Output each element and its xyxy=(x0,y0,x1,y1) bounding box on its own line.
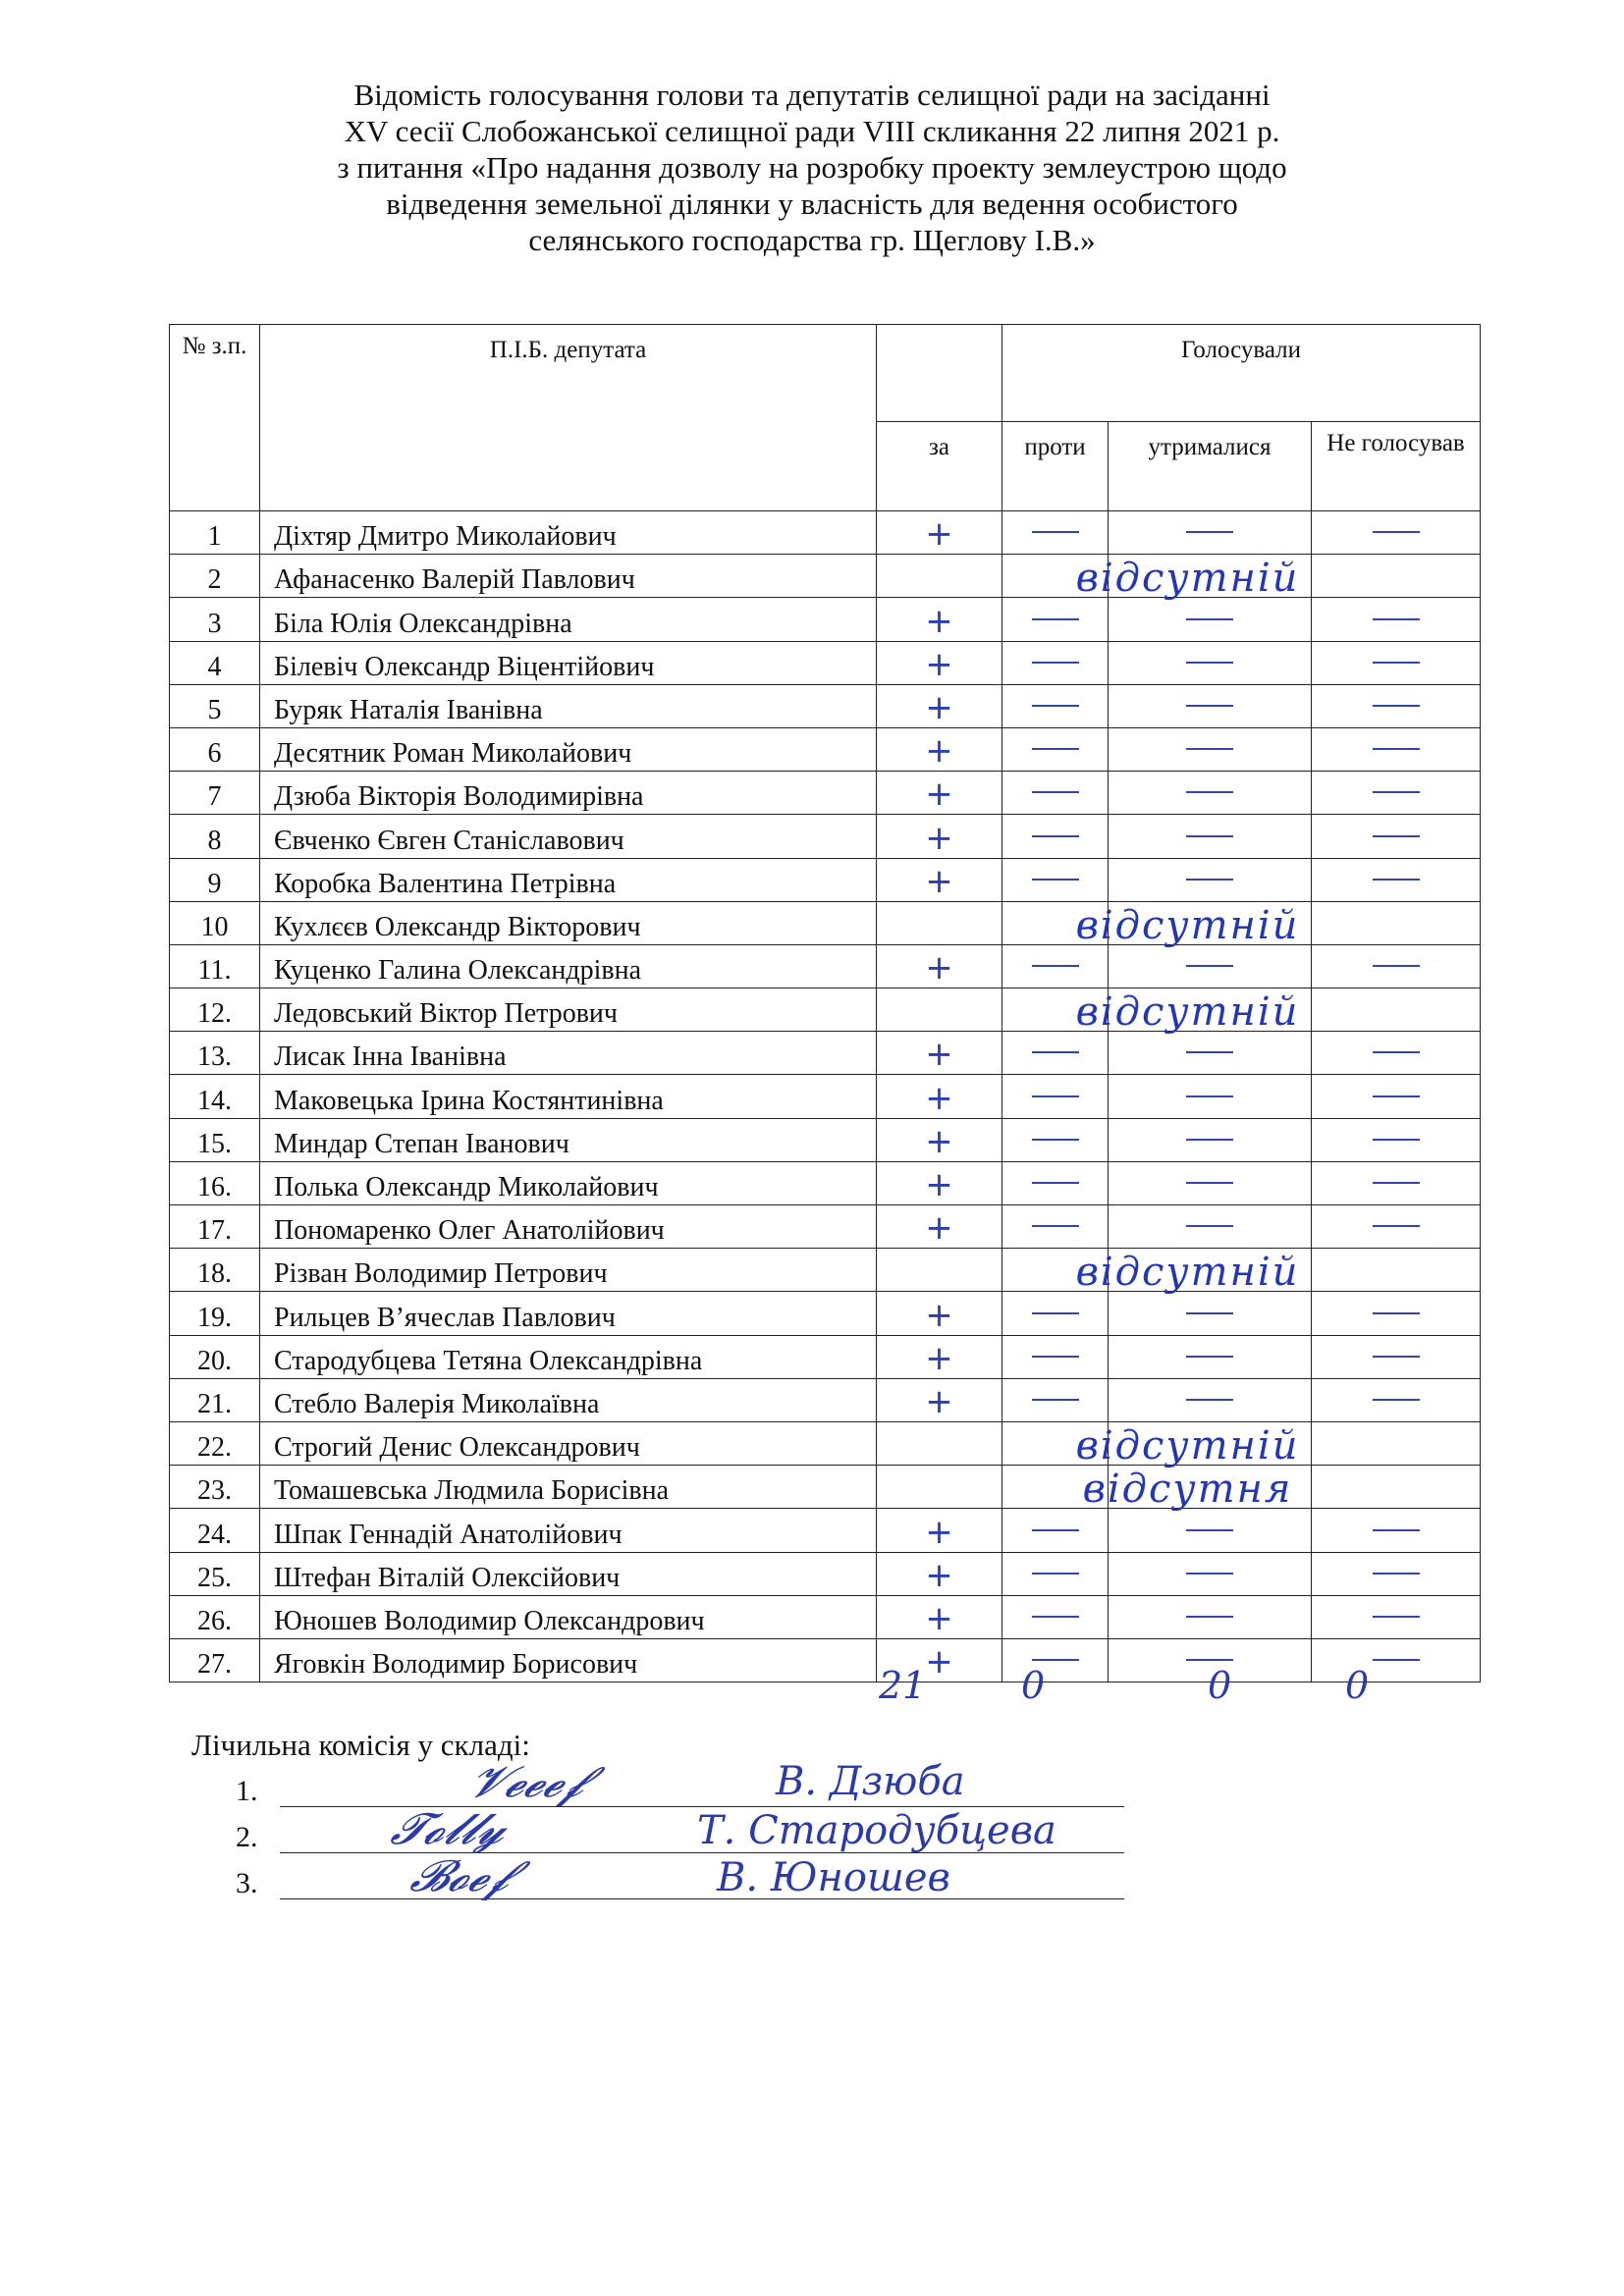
vote-against-mark xyxy=(1002,815,1109,858)
vote-for-mark xyxy=(877,1421,1002,1465)
dash-mark xyxy=(1373,791,1420,793)
plus-mark: + xyxy=(925,601,953,641)
vote-against-mark xyxy=(1002,1595,1109,1638)
vote-abstained-mark xyxy=(1109,1161,1312,1204)
vote-not-voted-mark xyxy=(1312,1032,1481,1075)
plus-mark: + xyxy=(925,861,953,901)
vote-abstained-mark xyxy=(1109,944,1312,988)
vote-abstained-mark xyxy=(1109,727,1312,771)
commission-line-2 xyxy=(236,1821,258,1854)
dash-mark xyxy=(1186,791,1233,793)
table-row xyxy=(170,1249,1481,1292)
dash-mark xyxy=(1186,1399,1233,1401)
table-row xyxy=(170,1118,1481,1161)
dash-mark xyxy=(1032,879,1079,881)
vote-abstained-mark xyxy=(1109,1032,1312,1075)
row-name: Пономаренко Олег Анатолійович xyxy=(260,1205,877,1249)
vote-for-mark xyxy=(877,641,1002,684)
row-name: Куценко Галина Олександрівна xyxy=(260,944,877,988)
row-name: Буряк Наталія Іванівна xyxy=(260,684,877,727)
voting-table xyxy=(169,324,1481,1682)
plus-mark: + xyxy=(925,1078,953,1118)
title-line-1: Відомість голосування голови та депутатів селищної ради на засіданні xyxy=(353,78,1271,112)
row-name: Білевіч Олександр Віцентійович xyxy=(260,641,877,684)
dash-mark xyxy=(1373,965,1420,967)
vote-not-voted-mark xyxy=(1312,641,1481,684)
vote-for-mark xyxy=(877,1205,1002,1249)
row-num: 26. xyxy=(170,1595,260,1638)
commission-num-2: 2. xyxy=(236,1821,258,1853)
vote-for-mark xyxy=(877,901,1002,944)
vote-abstained-mark xyxy=(1109,815,1312,858)
dash-mark xyxy=(1186,1139,1233,1141)
vote-not-voted-mark xyxy=(1312,1552,1481,1595)
vote-not-voted-mark xyxy=(1312,1509,1481,1552)
dash-mark xyxy=(1032,618,1079,620)
row-num: 22. xyxy=(170,1421,260,1465)
vote-against-mark xyxy=(1002,511,1109,555)
header-num: № з.п. xyxy=(170,325,260,511)
vote-abstained-mark xyxy=(1109,684,1312,727)
vote-against-mark xyxy=(1002,1292,1109,1335)
row-num: 7 xyxy=(170,772,260,815)
row-num: 1 xyxy=(170,511,260,555)
vote-not-voted-mark xyxy=(1312,772,1481,815)
row-num: 2 xyxy=(170,555,260,598)
header-abstained: утрималися xyxy=(1109,422,1312,511)
vote-for-mark xyxy=(877,684,1002,727)
row-name: Біла Юлія Олександрівна xyxy=(260,598,877,641)
vote-not-voted-mark xyxy=(1312,1335,1481,1378)
plus-mark: + xyxy=(925,1165,953,1204)
table-row xyxy=(170,1378,1481,1421)
vote-for-mark xyxy=(877,1075,1002,1118)
vote-against-mark xyxy=(1002,901,1300,948)
vote-for-mark xyxy=(877,1466,1002,1509)
row-num: 13. xyxy=(170,1032,260,1075)
dash-mark xyxy=(1032,1095,1079,1097)
header-empty xyxy=(877,325,1002,422)
vote-for-mark xyxy=(877,1595,1002,1638)
signature-scrawl-2: 𝓣𝓸𝓵𝓵𝔂 xyxy=(386,1804,514,1854)
dash-mark xyxy=(1186,662,1233,664)
vote-abstained-mark xyxy=(1109,598,1312,641)
dash-mark xyxy=(1373,705,1420,707)
vote-for-mark xyxy=(877,815,1002,858)
vote-against-mark xyxy=(1002,1335,1109,1378)
vote-against-mark xyxy=(1002,944,1109,988)
row-num: 21. xyxy=(170,1378,260,1421)
row-name: Дзюба Вікторія Володимирівна xyxy=(260,772,877,815)
dash-mark xyxy=(1373,1225,1420,1227)
dash-mark xyxy=(1186,1573,1233,1575)
vote-against-mark xyxy=(1002,641,1109,684)
commission-line-3 xyxy=(236,1867,258,1900)
commission-num-3: 3. xyxy=(236,1867,258,1899)
row-name: Рильцев В’ячеслав Павлович xyxy=(260,1292,877,1335)
vote-against-mark xyxy=(1002,555,1300,602)
absent-mark: відсутній xyxy=(1075,556,1300,602)
vote-abstained-mark xyxy=(1109,511,1312,555)
vote-for-mark xyxy=(877,598,1002,641)
vote-for-mark xyxy=(877,944,1002,988)
row-name: Кухлєєв Олександр Вікторович xyxy=(260,901,877,944)
table-row xyxy=(170,944,1481,988)
table-row xyxy=(170,1205,1481,1249)
header-against: проти xyxy=(1002,422,1109,511)
table-row xyxy=(170,598,1481,641)
plus-mark: + xyxy=(925,1208,953,1249)
vote-not-voted-mark xyxy=(1312,944,1481,988)
row-name: Лисак Інна Іванівна xyxy=(260,1032,877,1075)
dash-mark xyxy=(1186,618,1233,620)
dash-mark xyxy=(1186,1225,1233,1227)
vote-not-voted-mark xyxy=(1312,1075,1481,1118)
vote-abstained-mark xyxy=(1109,1378,1312,1421)
vote-abstained-mark xyxy=(1109,1292,1312,1335)
vote-abstained-mark xyxy=(1109,1552,1312,1595)
dash-mark xyxy=(1032,835,1079,837)
row-num: 12. xyxy=(170,988,260,1032)
row-num: 10 xyxy=(170,901,260,944)
table-row xyxy=(170,1075,1481,1118)
vote-against-mark xyxy=(1002,1249,1300,1296)
vote-abstained-mark xyxy=(1109,1509,1312,1552)
vote-not-voted-mark xyxy=(1312,727,1481,771)
plus-mark: + xyxy=(925,1381,953,1421)
vote-against-mark xyxy=(1002,1509,1109,1552)
total-not-voted: 0 xyxy=(1345,1664,1370,1707)
vote-for-mark xyxy=(877,988,1002,1032)
table-row xyxy=(170,511,1481,555)
vote-not-voted-mark xyxy=(1312,511,1481,555)
dash-mark xyxy=(1373,1356,1420,1358)
dash-mark xyxy=(1186,879,1233,881)
dash-mark xyxy=(1032,531,1079,533)
vote-against-mark xyxy=(1002,1466,1293,1513)
dash-mark xyxy=(1373,1095,1420,1097)
row-num: 27. xyxy=(170,1638,260,1682)
row-name: Різван Володимир Петрович xyxy=(260,1249,877,1292)
table-row xyxy=(170,1421,1481,1465)
plus-mark: + xyxy=(925,1295,953,1335)
dash-mark xyxy=(1032,705,1079,707)
vote-for-mark xyxy=(877,1292,1002,1335)
table-row xyxy=(170,1595,1481,1638)
commission-num-1: 1. xyxy=(236,1775,258,1807)
vote-not-voted-mark xyxy=(1312,684,1481,727)
table-row xyxy=(170,1335,1481,1378)
vote-for-mark xyxy=(877,1335,1002,1378)
dash-mark xyxy=(1186,1312,1233,1314)
vote-not-voted-mark xyxy=(1312,1595,1481,1638)
vote-not-voted-mark xyxy=(1312,1118,1481,1161)
total-for: 21 xyxy=(879,1664,927,1707)
total-abstained: 0 xyxy=(1208,1664,1232,1707)
vote-abstained-mark xyxy=(1109,1118,1312,1161)
row-name: Маковецька Ірина Костянтинівна xyxy=(260,1075,877,1118)
signature-name-2: Т. Стародубцева xyxy=(697,1808,1056,1853)
dash-mark xyxy=(1373,1182,1420,1184)
row-num: 23. xyxy=(170,1466,260,1509)
table-row xyxy=(170,1466,1481,1509)
vote-abstained-mark xyxy=(1109,772,1312,815)
row-name: Стебло Валерія Миколаївна xyxy=(260,1378,877,1421)
dash-mark xyxy=(1373,1616,1420,1618)
row-name: Штефан Віталій Олексійович xyxy=(260,1552,877,1595)
vote-abstained-mark xyxy=(1109,1075,1312,1118)
vote-not-voted-mark xyxy=(1312,1378,1481,1421)
row-num: 18. xyxy=(170,1249,260,1292)
document-title xyxy=(167,77,1457,258)
dash-mark xyxy=(1032,662,1079,664)
total-against: 0 xyxy=(1021,1664,1046,1707)
vote-against-mark xyxy=(1002,858,1109,901)
dash-mark xyxy=(1373,1312,1420,1314)
plus-mark: + xyxy=(925,774,953,815)
vote-for-mark xyxy=(877,727,1002,771)
table-row xyxy=(170,727,1481,771)
row-name: Афанасенко Валерій Павлович xyxy=(260,555,877,598)
row-num: 11. xyxy=(170,944,260,988)
vote-for-mark xyxy=(877,1032,1002,1075)
dash-mark xyxy=(1032,1139,1079,1141)
plus-mark: + xyxy=(925,514,953,555)
vote-against-mark xyxy=(1002,684,1109,727)
vote-for-mark xyxy=(877,772,1002,815)
dash-mark xyxy=(1186,1659,1233,1661)
table-row xyxy=(170,1638,1481,1682)
vote-against-mark xyxy=(1002,988,1300,1036)
table-row xyxy=(170,555,1481,598)
dash-mark xyxy=(1373,748,1420,750)
table-row xyxy=(170,1032,1481,1075)
row-num: 8 xyxy=(170,815,260,858)
vote-not-voted-mark xyxy=(1312,858,1481,901)
dash-mark xyxy=(1032,1225,1079,1227)
vote-abstained-mark xyxy=(1109,858,1312,901)
dash-mark xyxy=(1186,531,1233,533)
vote-abstained-mark xyxy=(1109,641,1312,684)
vote-against-mark xyxy=(1002,1421,1300,1469)
plus-mark: + xyxy=(925,731,953,772)
vote-against-mark xyxy=(1002,1161,1109,1204)
voting-table-body xyxy=(170,511,1481,1682)
dash-mark xyxy=(1032,965,1079,967)
row-num: 4 xyxy=(170,641,260,684)
dash-mark xyxy=(1186,1616,1233,1618)
commission-line-1 xyxy=(236,1775,258,1808)
absent-mark: відсутній xyxy=(1075,902,1300,948)
row-name: Євченко Євген Станіславович xyxy=(260,815,877,858)
title-line-3: з питання «Про надання дозволу на розробку проекту землеустрою щодо xyxy=(337,150,1287,185)
dash-mark xyxy=(1032,1659,1079,1661)
row-name: Діхтяр Дмитро Миколайович xyxy=(260,511,877,555)
vote-for-mark xyxy=(877,1509,1002,1552)
vote-against-mark xyxy=(1002,1118,1109,1161)
row-num: 5 xyxy=(170,684,260,727)
commission-label: Лічильна комісія у складі: xyxy=(191,1728,530,1762)
dash-mark xyxy=(1186,748,1233,750)
absent-mark: відсутня xyxy=(1082,1467,1293,1513)
vote-abstained-mark xyxy=(1109,1595,1312,1638)
plus-mark: + xyxy=(925,1338,953,1378)
row-name: Десятник Роман Миколайович xyxy=(260,727,877,771)
table-row xyxy=(170,641,1481,684)
dash-mark xyxy=(1032,1312,1079,1314)
table-row xyxy=(170,1552,1481,1595)
plus-mark: + xyxy=(925,1598,953,1638)
vote-for-mark xyxy=(877,1161,1002,1204)
plus-mark: + xyxy=(925,1121,953,1161)
plus-mark: + xyxy=(925,687,953,727)
dash-mark xyxy=(1186,1529,1233,1531)
row-num: 14. xyxy=(170,1075,260,1118)
vote-against-mark xyxy=(1002,1378,1109,1421)
row-name: Полька Олександр Миколайович xyxy=(260,1161,877,1204)
dash-mark xyxy=(1032,1399,1079,1401)
signature-scrawl-1: 𝓥𝓮𝓮𝓮𝓯 xyxy=(464,1757,593,1807)
row-name: Коробка Валентина Петрівна xyxy=(260,858,877,901)
dash-mark xyxy=(1373,531,1420,533)
row-name: Ледовський Віктор Петрович xyxy=(260,988,877,1032)
row-num: 6 xyxy=(170,727,260,771)
vote-not-voted-mark xyxy=(1312,1205,1481,1249)
signature-name-1: В. Дзюба xyxy=(776,1759,965,1804)
header-voted: Голосували xyxy=(1002,325,1481,422)
dash-mark xyxy=(1032,1051,1079,1053)
header-for: за xyxy=(877,422,1002,511)
table-row xyxy=(170,1292,1481,1335)
title-line-4: відведення земельної ділянки у власність для ведення особистого xyxy=(386,187,1238,221)
dash-mark xyxy=(1186,965,1233,967)
plus-mark: + xyxy=(925,1035,953,1075)
title-line-5: селянського господарства гр. Щеглову І.В.» xyxy=(528,223,1096,257)
vote-against-mark xyxy=(1002,1075,1109,1118)
row-name: Стародубцева Тетяна Олександрівна xyxy=(260,1335,877,1378)
dash-mark xyxy=(1032,1356,1079,1358)
dash-mark xyxy=(1373,1529,1420,1531)
signature-name-3: В. Юношев xyxy=(717,1855,950,1900)
plus-mark: + xyxy=(925,948,953,988)
row-name: Яговкін Володимир Борисович xyxy=(260,1638,877,1682)
row-num: 24. xyxy=(170,1509,260,1552)
dash-mark xyxy=(1373,1399,1420,1401)
vote-against-mark xyxy=(1002,1032,1109,1075)
vote-abstained-mark xyxy=(1109,1335,1312,1378)
vote-against-mark xyxy=(1002,598,1109,641)
row-num: 3 xyxy=(170,598,260,641)
plus-mark: + xyxy=(925,644,953,684)
dash-mark xyxy=(1186,705,1233,707)
dash-mark xyxy=(1186,1051,1233,1053)
vote-not-voted-mark xyxy=(1312,1638,1481,1682)
table-row xyxy=(170,1161,1481,1204)
row-num: 25. xyxy=(170,1552,260,1595)
absent-mark: відсутній xyxy=(1075,1423,1300,1469)
vote-not-voted-mark xyxy=(1312,815,1481,858)
absent-mark: відсутній xyxy=(1075,1250,1300,1296)
row-num: 9 xyxy=(170,858,260,901)
title-line-2: XV сесії Слобожанської селищної ради VIII скликання 22 липня 2021 р. xyxy=(344,114,1280,148)
vote-against-mark xyxy=(1002,1205,1109,1249)
dash-mark xyxy=(1032,791,1079,793)
dash-mark xyxy=(1186,1356,1233,1358)
vote-for-mark xyxy=(877,1378,1002,1421)
dash-mark xyxy=(1032,1573,1079,1575)
vote-for-mark xyxy=(877,511,1002,555)
vote-not-voted-mark xyxy=(1312,1161,1481,1204)
table-row xyxy=(170,772,1481,815)
dash-mark xyxy=(1032,748,1079,750)
vote-against-mark xyxy=(1002,727,1109,771)
vote-for-mark xyxy=(877,1118,1002,1161)
dash-mark xyxy=(1373,1139,1420,1141)
table-row xyxy=(170,901,1481,944)
dash-mark xyxy=(1186,1095,1233,1097)
dash-mark xyxy=(1373,662,1420,664)
plus-mark: + xyxy=(925,1512,953,1552)
vote-for-mark xyxy=(877,555,1002,598)
table-row xyxy=(170,858,1481,901)
vote-against-mark xyxy=(1002,1638,1109,1682)
dash-mark xyxy=(1373,1573,1420,1575)
table-row xyxy=(170,988,1481,1032)
signature-scrawl-3: 𝓑𝓸𝓮𝓯 xyxy=(406,1851,518,1901)
dash-mark xyxy=(1032,1529,1079,1531)
row-name: Миндар Степан Іванович xyxy=(260,1118,877,1161)
row-name: Юношев Володимир Олександрович xyxy=(260,1595,877,1638)
table-row xyxy=(170,1509,1481,1552)
vote-abstained-mark xyxy=(1109,1205,1312,1249)
dash-mark xyxy=(1186,1182,1233,1184)
header-name: П.І.Б. депутата xyxy=(260,325,877,511)
dash-mark xyxy=(1373,618,1420,620)
vote-for-mark xyxy=(877,1552,1002,1595)
row-num: 16. xyxy=(170,1161,260,1204)
dash-mark xyxy=(1032,1182,1079,1184)
dash-mark xyxy=(1373,1051,1420,1053)
row-num: 20. xyxy=(170,1335,260,1378)
table-row xyxy=(170,815,1481,858)
vote-for-mark xyxy=(877,1249,1002,1292)
vote-not-voted-mark xyxy=(1312,1292,1481,1335)
table-row xyxy=(170,684,1481,727)
dash-mark xyxy=(1032,1616,1079,1618)
vote-against-mark xyxy=(1002,1552,1109,1595)
row-name: Строгий Денис Олександрович xyxy=(260,1421,877,1465)
row-num: 15. xyxy=(170,1118,260,1161)
dash-mark xyxy=(1186,835,1233,837)
plus-mark: + xyxy=(925,1555,953,1595)
dash-mark xyxy=(1373,879,1420,881)
row-num: 17. xyxy=(170,1205,260,1249)
plus-mark: + xyxy=(925,818,953,858)
row-name: Шпак Геннадій Анатолійович xyxy=(260,1509,877,1552)
absent-mark: відсутній xyxy=(1075,989,1300,1036)
vote-against-mark xyxy=(1002,772,1109,815)
row-name: Томашевська Людмила Борисівна xyxy=(260,1466,877,1509)
header-not-voted: Не голосував xyxy=(1312,422,1481,511)
dash-mark xyxy=(1373,1659,1420,1661)
vote-not-voted-mark xyxy=(1312,598,1481,641)
plus-mark: + xyxy=(925,1642,953,1682)
vote-for-mark xyxy=(877,858,1002,901)
dash-mark xyxy=(1373,835,1420,837)
row-num: 19. xyxy=(170,1292,260,1335)
